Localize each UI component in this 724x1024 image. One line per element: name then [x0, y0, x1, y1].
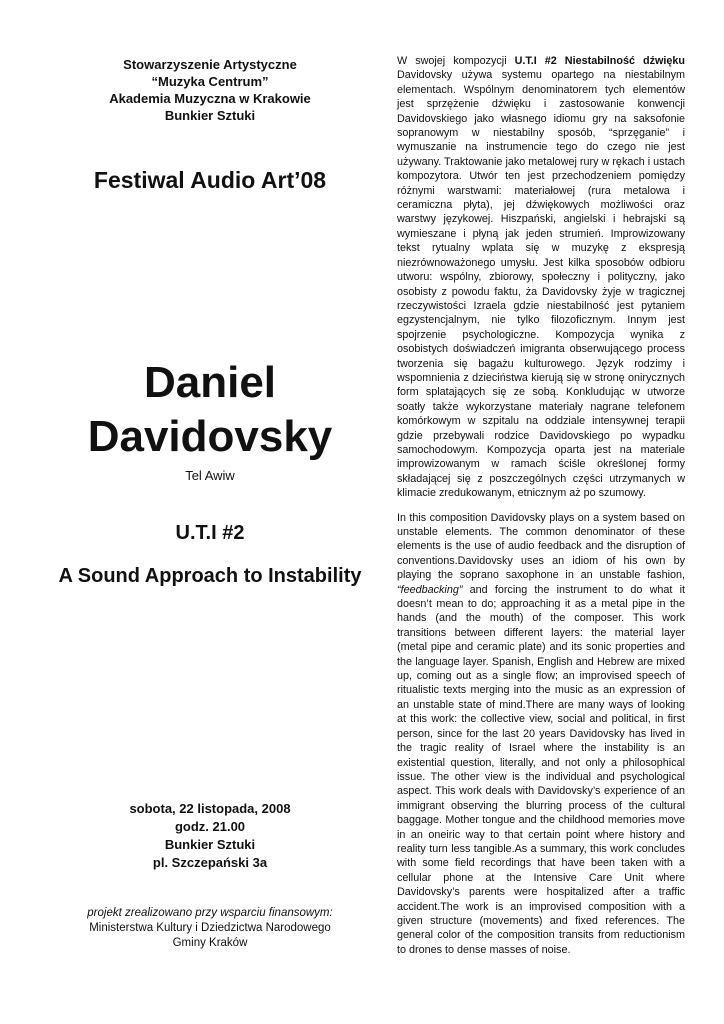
description-polish — [397, 54, 685, 501]
en-body-part1: In this composition Davidovsky plays on a system based on unstable elements. The common denominator of these elements is the use of audio feedback and the disruption of conventions.Davidovsky uses an idiom of his own by playing the soprano saxophone in an unstable fashion, — [397, 511, 685, 582]
pl-prefix: W swojej kompozycji — [397, 55, 515, 67]
artist-last-name: Davidovsky — [87, 412, 333, 461]
artist-first-name: Daniel — [143, 358, 277, 407]
event-time: godz. 21.00 — [174, 819, 246, 834]
event-date: sobota, 22 listopada, 2008 — [129, 801, 291, 816]
event-details — [48, 800, 372, 872]
right-column — [397, 54, 685, 957]
pl-work-title: U.T.I #2 Niestabilność dźwięku — [514, 55, 685, 67]
en-italic-term: “feedbacking” — [397, 583, 463, 596]
pl-body: Davidovsky używa systemu opartego na niestabilnym elementach. Wspólnym denominatorem tych elementów jest sprzężenie dźwięku i zastosowanie konwencji Davidovskiego jako własnego idiomu gry na saksofonie sopranowym w niestabilny sposób, “sprzęganie” i wymuszanie na instrumencie tego do czego nie jest używany. Traktowanie jako metalowej rury w rękach i ustach kompozytora. Utwór ten jest przechodzeniem pomiędzy różnymi warstwami: materiałowej (rura metalowa i ceramiczna płyta), jej dźwiękowych możliwości oraz warstwy językowej. Hiszpański, angielski i hebrajski są wymieszane i płyną jak jeden strumień. Improwizowany tekst rytualny wplata się w muzykę z ekspresją niezrównoważonego umysłu. Jest kilka sposobów odbioru utworu: wspólny, zbiorowy, społeczny i polityczny, jako osobisty z powodu faktu, ża Davidovsky żyje w tragicznej rzeczywistości Izraela gdzie niestabilność jest pytaniem egzystencjalnym, nie tylko filozoficznym. Innym jest spojrzenie psychologiczne. Kompozycja wynika z osobistych doświadczeń imigranta obserwującego process tworzenia się bagażu kulturowego. Język rodzimy i wspomnienia z dzieciństwa kierują się w stronę onirycznych form splatających się ze sobą. Konkludując w utworze soatły także wykorzystane materiały nagrane telefonem komórkowym w szpitalu na oddziale intensywnej terapii gdzie przebywali rodzice Davidovskiego po wypadku samochodowym. Kompozycja oparta jest na materiale improwizowanym w ramach ściśle określonej formy składającej się z poszczególnych części utrzymanych w klimacie zredukowanym, etnicznym aż po szumowy. — [397, 69, 685, 500]
support-note: projekt zrealizowano przy wsparciu finansowym: — [87, 907, 333, 919]
work-subtitle: A Sound Approach to Instability — [58, 565, 362, 587]
organizer-line: Bunkier Sztuki — [164, 108, 256, 123]
event-address: pl. Szczepański 3a — [152, 855, 268, 870]
support-ministry: Ministerstwa Kultury i Dziedzictwa Narodowego — [89, 922, 331, 934]
artist-city: Tel Awiw — [185, 468, 235, 483]
organizer-line: “Muzyka Centrum” — [151, 74, 269, 89]
work-title: U.T.I #2 — [175, 522, 245, 544]
event-venue: Bunkier Sztuki — [164, 837, 256, 852]
organizer-line: Stowarzyszenie Artystyczne — [123, 57, 297, 72]
left-column — [48, 56, 372, 949]
support-credits — [48, 906, 372, 951]
organizers-block — [48, 56, 372, 124]
en-body-part2: and forcing the instrument to do what it doesn’t mean to do; approaching it as a metal pipe in the hands (and the mouth) of the composer. This work transitions between different layers: the material layer (metal pipe and ceramic plate) and its sonic properties and the language layer. Spanish, English and Hebrew are mixed up, coming out as a single flow; an improvised speech of ritualistic texts merging into the music as an expression of an unstable state of mind.There are many ways of looking at this work: the collective view, social and political, in first person, since for the last 20 years Davidovsky has lived in the tragic reality of Israel where the instability is an existential question, literally, and not only a philosophical issue. The other view is the individual and psychological aspect. This work deals with Davidovsky’s experience of an immigrant observing the blurring process of the cultural baggage. Mother tongue and the childhood memories move in an oneiric way to that certain point where history and reality turn less tangible.As a summary, this work concludes with some field recordings that have been taken with a cellular phone at the Intensive Care Unit where Davidovsky’s parents were hospitalized after a traffic accident.The work is an improvised composition with a given structure (movements) and fixed references. The general color of the composition transits from reductionism to drones to dense masses of noise. — [397, 583, 685, 956]
support-city: Gminy Kraków — [172, 937, 248, 949]
artist-name — [48, 356, 372, 464]
festival-title: Festiwal Audio Art’08 — [93, 167, 327, 193]
description-english — [397, 511, 685, 958]
organizer-line: Akademia Muzyczna w Krakowie — [109, 91, 311, 106]
